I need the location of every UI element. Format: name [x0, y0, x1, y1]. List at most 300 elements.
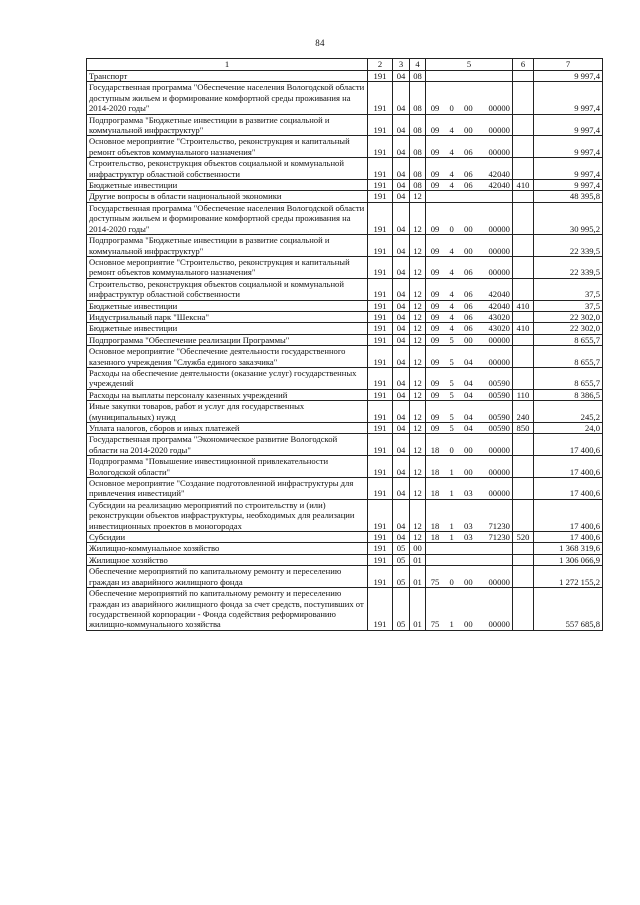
row-subsection-code: 08 — [410, 71, 426, 82]
row-expense-type — [513, 566, 534, 588]
target-activity: 00 — [464, 444, 473, 455]
row-target-code — [426, 367, 513, 389]
row-expense-type — [513, 82, 534, 114]
target-program: 09 — [430, 423, 440, 433]
target-program: 75 — [430, 619, 440, 630]
row-amount: 17 400,6 — [534, 478, 603, 500]
row-target-code — [426, 346, 513, 368]
row-target-code — [426, 554, 513, 565]
row-subsection-code: 08 — [410, 158, 426, 180]
target-subprogram: 4 — [449, 146, 454, 157]
target-program: 09 — [430, 389, 440, 400]
table-row — [87, 235, 603, 257]
row-subsection-code: 12 — [410, 278, 426, 300]
row-expense-type — [513, 478, 534, 500]
row-section-code: 04 — [393, 158, 410, 180]
row-admin-code: 191 — [368, 588, 393, 631]
target-program: 09 — [430, 289, 440, 300]
target-direction: 00590 — [488, 423, 510, 433]
row-section-code: 04 — [393, 401, 410, 423]
row-target-code — [426, 256, 513, 278]
target-program: 09 — [430, 300, 440, 311]
row-section-code: 04 — [393, 136, 410, 158]
table-row — [87, 311, 603, 322]
row-expense-type — [513, 71, 534, 82]
target-subprogram: 4 — [449, 289, 454, 300]
target-direction: 00000 — [488, 223, 510, 234]
row-expense-type: 240 — [513, 401, 534, 423]
table-row — [87, 389, 603, 400]
target-subprogram: 4 — [449, 125, 454, 136]
row-section-code: 04 — [393, 434, 410, 456]
row-target-code — [426, 311, 513, 322]
target-subprogram: 4 — [449, 323, 454, 334]
target-activity: 03 — [464, 532, 473, 543]
target-activity: 00 — [464, 334, 473, 345]
row-section-code: 05 — [393, 588, 410, 631]
target-activity: 06 — [464, 289, 473, 300]
table-row — [87, 71, 603, 82]
row-target-code — [426, 300, 513, 311]
table-row — [87, 499, 603, 531]
row-name: Жилищно-коммунальное хозяйство — [87, 543, 368, 554]
row-amount: 1 368 319,6 — [534, 543, 603, 554]
row-expense-type — [513, 311, 534, 322]
row-subsection-code: 12 — [410, 532, 426, 543]
row-amount: 1 306 066,9 — [534, 554, 603, 565]
row-expense-type — [513, 588, 534, 631]
target-direction: 00000 — [488, 267, 510, 278]
row-subsection-code: 12 — [410, 323, 426, 334]
row-admin-code: 191 — [368, 114, 393, 136]
row-target-code — [426, 323, 513, 334]
target-direction: 00000 — [488, 125, 510, 136]
row-name: Подпрограмма "Повышение инвестиционной привлекательности Вологодской области" — [87, 456, 368, 478]
row-target-code — [426, 499, 513, 531]
row-amount: 1 272 155,2 — [534, 566, 603, 588]
row-target-code — [426, 401, 513, 423]
row-target-code — [426, 389, 513, 400]
row-name: Расходы на выплаты персоналу казенных учреждений — [87, 389, 368, 400]
row-section-code: 04 — [393, 389, 410, 400]
table-row — [87, 566, 603, 588]
table-row — [87, 82, 603, 114]
target-subprogram: 0 — [449, 223, 454, 234]
target-subprogram: 1 — [449, 466, 454, 477]
target-direction: 43020 — [488, 311, 510, 322]
row-name: Бюджетные инвестиции — [87, 180, 368, 191]
row-admin-code: 191 — [368, 311, 393, 322]
table-row — [87, 136, 603, 158]
row-name: Бюджетные инвестиции — [87, 300, 368, 311]
target-activity: 04 — [464, 423, 473, 433]
row-amount: 37,5 — [534, 300, 603, 311]
row-subsection-code: 08 — [410, 180, 426, 191]
row-name: Основное мероприятие "Строительство, реконструкция и капитальный ремонт объектов коммунального назначения" — [87, 256, 368, 278]
target-activity: 04 — [464, 356, 473, 367]
header-col-2: 2 — [368, 59, 393, 71]
row-subsection-code: 12 — [410, 401, 426, 423]
row-amount: 9 997,4 — [534, 158, 603, 180]
target-activity: 00 — [464, 245, 473, 256]
row-section-code: 04 — [393, 323, 410, 334]
row-target-code — [426, 202, 513, 234]
row-amount: 557 685,8 — [534, 588, 603, 631]
row-amount: 17 400,6 — [534, 532, 603, 543]
row-name: Строительство, реконструкция объектов социальной и коммунальной инфраструктур областной собственности — [87, 158, 368, 180]
target-direction: 00000 — [488, 488, 510, 499]
row-target-code — [426, 82, 513, 114]
target-program: 09 — [430, 323, 440, 334]
row-amount: 22 339,5 — [534, 256, 603, 278]
target-program: 09 — [430, 146, 440, 157]
row-expense-type: 850 — [513, 423, 534, 434]
row-name: Строительство, реконструкция объектов социальной и коммунальной инфраструктур областной собственности — [87, 278, 368, 300]
target-direction: 00000 — [488, 466, 510, 477]
target-activity: 03 — [464, 520, 473, 531]
header-col-1: 1 — [87, 59, 368, 71]
target-activity: 04 — [464, 411, 473, 422]
target-direction: 00590 — [488, 411, 510, 422]
row-target-code — [426, 278, 513, 300]
budget-table — [86, 58, 603, 631]
target-program: 09 — [430, 223, 440, 234]
row-admin-code: 191 — [368, 401, 393, 423]
row-admin-code: 191 — [368, 334, 393, 345]
row-expense-type — [513, 256, 534, 278]
row-section-code: 04 — [393, 278, 410, 300]
target-activity: 00 — [464, 466, 473, 477]
target-subprogram: 4 — [449, 180, 454, 191]
target-subprogram: 4 — [449, 168, 454, 179]
target-subprogram: 5 — [449, 378, 454, 389]
row-target-code — [426, 114, 513, 136]
target-program: 09 — [430, 168, 440, 179]
row-amount: 30 995,2 — [534, 202, 603, 234]
row-name: Государственная программа "Обеспечение населения Вологодской области доступным жильем и формирование комфортной среды проживания на 2014-2020 годы" — [87, 202, 368, 234]
row-admin-code: 191 — [368, 478, 393, 500]
row-target-code — [426, 478, 513, 500]
row-amount: 17 400,6 — [534, 456, 603, 478]
target-direction: 42040 — [488, 168, 510, 179]
target-activity: 00 — [464, 103, 473, 114]
target-direction: 00590 — [488, 378, 510, 389]
target-program: 09 — [430, 378, 440, 389]
row-admin-code: 191 — [368, 346, 393, 368]
target-program: 09 — [430, 103, 440, 114]
row-section-code: 05 — [393, 566, 410, 588]
target-subprogram: 1 — [449, 619, 454, 630]
table-row — [87, 423, 603, 434]
row-admin-code: 191 — [368, 456, 393, 478]
row-expense-type: 410 — [513, 300, 534, 311]
row-section-code: 04 — [393, 499, 410, 531]
row-name: Государственная программа "Экономическое развитие Вологодской области на 2014-2020 годы" — [87, 434, 368, 456]
header-col-3: 3 — [393, 59, 410, 71]
row-admin-code: 191 — [368, 71, 393, 82]
target-direction: 00000 — [488, 619, 510, 630]
row-name: Государственная программа "Обеспечение населения Вологодской области доступным жильем и формирование комфортной среды проживания на 2014-2020 годы" — [87, 82, 368, 114]
row-target-code — [426, 334, 513, 345]
target-subprogram: 4 — [449, 245, 454, 256]
row-name: Другие вопросы в области национальной экономики — [87, 191, 368, 202]
row-subsection-code: 12 — [410, 191, 426, 202]
row-subsection-code: 12 — [410, 389, 426, 400]
target-direction: 42040 — [488, 289, 510, 300]
row-subsection-code: 12 — [410, 478, 426, 500]
target-activity: 00 — [464, 125, 473, 136]
row-name: Субсидии на реализацию мероприятий по строительству и (или) реконструкции объектов инфраструктуры, необходимых для реализации инвестиционных проектов в моногородах — [87, 499, 368, 531]
row-section-code: 04 — [393, 300, 410, 311]
row-expense-type: 520 — [513, 532, 534, 543]
row-name: Подпрограмма "Бюджетные инвестиции в развитие социальной и коммунальной инфраструктур" — [87, 114, 368, 136]
row-subsection-code: 12 — [410, 367, 426, 389]
row-subsection-code: 12 — [410, 235, 426, 257]
header-row — [87, 59, 603, 71]
row-section-code: 04 — [393, 82, 410, 114]
target-program: 75 — [430, 576, 440, 587]
row-section-code: 04 — [393, 456, 410, 478]
row-section-code: 04 — [393, 114, 410, 136]
row-amount: 22 302,0 — [534, 311, 603, 322]
row-subsection-code: 08 — [410, 82, 426, 114]
row-section-code: 05 — [393, 554, 410, 565]
target-subprogram: 4 — [449, 300, 454, 311]
row-subsection-code: 12 — [410, 334, 426, 345]
row-name: Жилищное хозяйство — [87, 554, 368, 565]
row-subsection-code: 00 — [410, 543, 426, 554]
row-admin-code: 191 — [368, 256, 393, 278]
target-subprogram: 4 — [449, 267, 454, 278]
row-admin-code: 191 — [368, 499, 393, 531]
target-activity: 03 — [464, 488, 473, 499]
row-amount: 22 302,0 — [534, 323, 603, 334]
target-direction: 00590 — [488, 389, 510, 400]
row-name: Субсидии — [87, 532, 368, 543]
target-program: 18 — [430, 488, 440, 499]
row-expense-type — [513, 434, 534, 456]
table-row — [87, 300, 603, 311]
table-row — [87, 532, 603, 543]
target-subprogram: 4 — [449, 311, 454, 322]
row-admin-code: 191 — [368, 323, 393, 334]
row-expense-type: 410 — [513, 323, 534, 334]
row-amount: 48 395,8 — [534, 191, 603, 202]
target-subprogram: 0 — [449, 444, 454, 455]
row-target-code — [426, 543, 513, 554]
target-subprogram: 5 — [449, 389, 454, 400]
target-activity: 06 — [464, 300, 473, 311]
row-subsection-code: 12 — [410, 311, 426, 322]
target-program: 09 — [430, 334, 440, 345]
target-activity: 06 — [464, 323, 473, 334]
target-direction: 71230 — [488, 532, 510, 543]
row-subsection-code: 12 — [410, 456, 426, 478]
target-program: 09 — [430, 356, 440, 367]
header-col-7: 7 — [534, 59, 603, 71]
row-target-code — [426, 434, 513, 456]
target-direction: 42040 — [488, 180, 510, 191]
row-section-code: 05 — [393, 543, 410, 554]
row-section-code: 04 — [393, 202, 410, 234]
row-target-code — [426, 136, 513, 158]
row-subsection-code: 12 — [410, 423, 426, 434]
target-activity: 06 — [464, 267, 473, 278]
row-section-code: 04 — [393, 346, 410, 368]
table-row — [87, 278, 603, 300]
row-expense-type — [513, 202, 534, 234]
table-row — [87, 346, 603, 368]
table-row — [87, 158, 603, 180]
row-target-code — [426, 158, 513, 180]
target-direction: 00000 — [488, 146, 510, 157]
row-subsection-code: 08 — [410, 136, 426, 158]
row-amount: 8 655,7 — [534, 367, 603, 389]
row-admin-code: 191 — [368, 158, 393, 180]
row-name: Иные закупки товаров, работ и услуг для государственных (муниципальных) нужд — [87, 401, 368, 423]
row-admin-code: 191 — [368, 532, 393, 543]
row-admin-code: 191 — [368, 543, 393, 554]
target-activity: 04 — [464, 378, 473, 389]
row-amount: 8 655,7 — [534, 346, 603, 368]
target-activity: 06 — [464, 311, 473, 322]
target-subprogram: 0 — [449, 576, 454, 587]
row-name: Подпрограмма "Бюджетные инвестиции в развитие социальной и коммунальной инфраструктур" — [87, 235, 368, 257]
row-subsection-code: 01 — [410, 554, 426, 565]
row-amount: 8 386,5 — [534, 389, 603, 400]
target-subprogram: 5 — [449, 334, 454, 345]
target-subprogram: 5 — [449, 411, 454, 422]
target-program: 09 — [430, 311, 440, 322]
header-col-5: 5 — [426, 59, 513, 71]
row-name: Индустриальный парк "Шексна" — [87, 311, 368, 322]
target-activity: 00 — [464, 576, 473, 587]
target-program: 09 — [430, 267, 440, 278]
target-direction: 71230 — [488, 520, 510, 531]
target-direction: 00000 — [488, 103, 510, 114]
row-admin-code: 191 — [368, 300, 393, 311]
row-amount: 22 339,5 — [534, 235, 603, 257]
table-row — [87, 180, 603, 191]
table-row — [87, 543, 603, 554]
row-name: Обеспечение мероприятий по капитальному ремонту и переселению граждан из аварийного жилищного фонда за счет средств, поступивших от государственной корпорации - Фонда содействия реформированию жилищно-коммунального хозяйства — [87, 588, 368, 631]
target-direction: 00000 — [488, 245, 510, 256]
target-subprogram: 0 — [449, 103, 454, 114]
table-row — [87, 588, 603, 631]
row-section-code: 04 — [393, 256, 410, 278]
row-expense-type — [513, 346, 534, 368]
target-program: 09 — [430, 245, 440, 256]
row-amount: 9 997,4 — [534, 180, 603, 191]
table-row — [87, 456, 603, 478]
target-direction: 00000 — [488, 334, 510, 345]
table-row — [87, 114, 603, 136]
target-activity: 04 — [464, 389, 473, 400]
table-row — [87, 334, 603, 345]
row-target-code — [426, 588, 513, 631]
row-target-code — [426, 456, 513, 478]
row-amount: 9 997,4 — [534, 82, 603, 114]
row-subsection-code: 12 — [410, 202, 426, 234]
row-expense-type — [513, 278, 534, 300]
row-amount: 24,0 — [534, 423, 603, 434]
target-direction: 00000 — [488, 576, 510, 587]
row-section-code: 04 — [393, 71, 410, 82]
row-expense-type: 410 — [513, 180, 534, 191]
row-amount: 37,5 — [534, 278, 603, 300]
row-amount: 9 997,4 — [534, 114, 603, 136]
table-row — [87, 401, 603, 423]
row-admin-code: 191 — [368, 202, 393, 234]
row-admin-code: 191 — [368, 554, 393, 565]
row-subsection-code: 12 — [410, 346, 426, 368]
row-amount: 9 997,4 — [534, 71, 603, 82]
row-name: Основное мероприятие "Создание подготовленной инфраструктуры для привлечения инвестиций" — [87, 478, 368, 500]
row-subsection-code: 12 — [410, 499, 426, 531]
row-name: Расходы на обеспечение деятельности (оказание услуг) государственных учреждений — [87, 367, 368, 389]
row-amount: 17 400,6 — [534, 434, 603, 456]
target-activity: 06 — [464, 146, 473, 157]
row-amount: 8 655,7 — [534, 334, 603, 345]
row-expense-type: 110 — [513, 389, 534, 400]
row-subsection-code: 12 — [410, 300, 426, 311]
row-admin-code: 191 — [368, 136, 393, 158]
target-subprogram: 1 — [449, 488, 454, 499]
target-program: 09 — [430, 180, 440, 191]
target-subprogram: 1 — [449, 520, 454, 531]
row-admin-code: 191 — [368, 191, 393, 202]
row-amount: 17 400,6 — [534, 499, 603, 531]
row-admin-code: 191 — [368, 367, 393, 389]
row-expense-type — [513, 191, 534, 202]
row-target-code — [426, 532, 513, 543]
row-section-code: 04 — [393, 311, 410, 322]
target-program: 18 — [430, 444, 440, 455]
row-name: Основное мероприятие "Обеспечение деятельности государственного казенного учреждения "Служба единого заказчика" — [87, 346, 368, 368]
target-subprogram: 5 — [449, 423, 454, 433]
row-target-code — [426, 71, 513, 82]
table-row — [87, 256, 603, 278]
row-admin-code: 191 — [368, 434, 393, 456]
table-row — [87, 554, 603, 565]
row-subsection-code: 12 — [410, 434, 426, 456]
row-target-code — [426, 180, 513, 191]
row-expense-type — [513, 554, 534, 565]
row-admin-code: 191 — [368, 180, 393, 191]
row-section-code: 04 — [393, 191, 410, 202]
row-target-code — [426, 191, 513, 202]
row-expense-type — [513, 499, 534, 531]
table-row — [87, 367, 603, 389]
target-activity: 00 — [464, 619, 473, 630]
target-activity: 06 — [464, 168, 473, 179]
row-expense-type — [513, 367, 534, 389]
target-program: 18 — [430, 520, 440, 531]
row-name: Основное мероприятие "Строительство, реконструкция и капитальный ремонт объектов коммунального назначения" — [87, 136, 368, 158]
row-admin-code: 191 — [368, 235, 393, 257]
row-section-code: 04 — [393, 334, 410, 345]
table-row — [87, 478, 603, 500]
row-name: Подпрограмма "Обеспечение реализации Программы" — [87, 334, 368, 345]
row-expense-type — [513, 158, 534, 180]
row-target-code — [426, 235, 513, 257]
row-subsection-code: 01 — [410, 566, 426, 588]
row-section-code: 04 — [393, 180, 410, 191]
row-amount: 245,2 — [534, 401, 603, 423]
target-direction: 42040 — [488, 300, 510, 311]
table-row — [87, 191, 603, 202]
header-col-6: 6 — [513, 59, 534, 71]
